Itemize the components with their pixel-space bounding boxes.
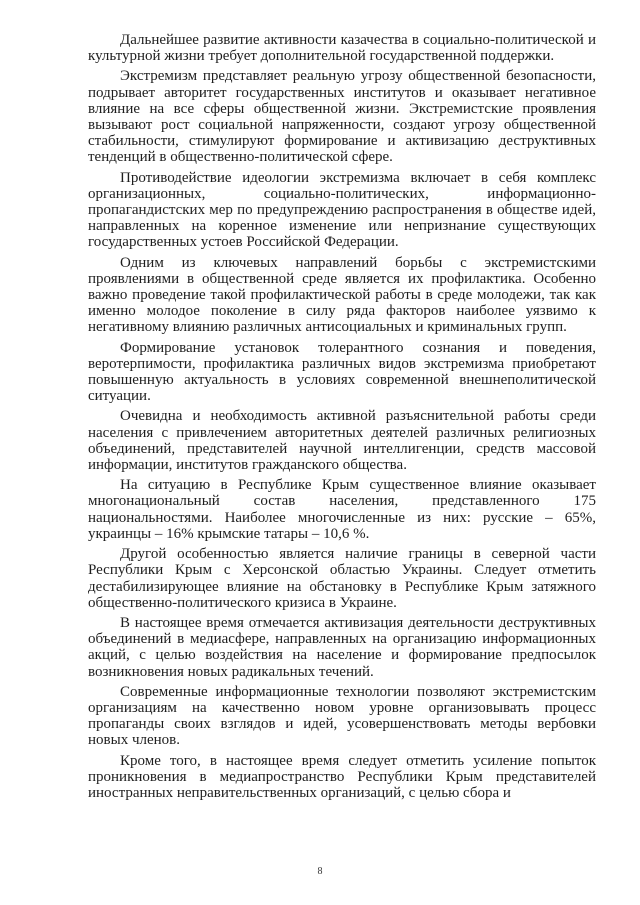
- paragraph-foreign-ngo: Кроме того, в настоящее время следует отметить усиление попыток проникновения в медиапространство Республики Крым представителей иностранных неправительственных организаций, с целью сбора и: [88, 752, 596, 801]
- paragraph-population: На ситуацию в Республике Крым существенное влияние оказывает многонациональный состав населения, представленного 175 национальностями. Наиболее многочисленные из них: русские – 65%, украинцы – 16% крымские татары – 10,6 %.: [88, 477, 596, 542]
- paragraph-counteraction: Противодействие идеологии экстремизма включает в себя комплекс организационных, социально-политических, информационно-пропагандистских мер по предупреждению распространения в обществе идей, направленных на коренное изменение или непризнание существующих государственных устоев Российской Федерации.: [88, 169, 596, 251]
- body-text: [88, 32, 596, 801]
- paragraph-explanatory-work: Очевидна и необходимость активной разъяснительной работы среди населения с привлечением авторитетных деятелей различных религиозных объединений, представителей научной интеллигенции, средств массовой информации, институтов гражданского общества.: [88, 408, 596, 474]
- paragraph-border: Другой особенностью является наличие границы в северной части Республики Крым с Херсонской областью Украины. Следует отметить дестабилизирующее влияние на обстановку в Республике Крым затяжного общественно-политического кризиса в Украине.: [88, 546, 596, 611]
- paragraph-technologies: Современные информационные технологии позволяют экстремистским организациям на качественно новом уровне организовывать процесс пропаганды своих взглядов и идей, усовершенствовать методы вербовки новых членов.: [88, 683, 596, 749]
- paragraph-media-activity: В настоящее время отмечается активизация деятельности деструктивных объединений в медиасфере, направленных на организацию информационных акций, с целью воздействия на население и формирование предпосылок возникновения новых радикальных течений.: [88, 614, 596, 680]
- paragraph-prevention: Одним из ключевых направлений борьбы с экстремистскими проявлениями в общественной среде является их профилактика. Особенно важно проведение такой профилактической работы в среде молодежи, так как именно молодое поколение в силу ряда факторов наиболее уязвимо к негативному влиянию различных антисоциальных и криминальных групп.: [88, 254, 596, 336]
- paragraph-extremism-threat: Экстремизм представляет реальную угрозу общественной безопасности, подрывает авторитет государственных институтов и оказывает негативное влияние на все сферы общественной жизни. Экстремистские проявления вызывают рост социальной напряженности, создают угрозу общественной стабильности, стимулируют формирование и активизацию деструктивных тенденций в общественно-политической сфере.: [88, 68, 596, 166]
- paragraph-tolerance: Формирование установок толерантного сознания и поведения, веротерпимости, профилактика различных видов экстремизма приобретают повышенную актуальность в условиях современной внешнеполитической ситуации.: [88, 339, 596, 405]
- paragraph-cossack-support: Дальнейшее развитие активности казачества в социально-политической и культурной жизни требует дополнительной государственной поддержки.: [88, 32, 596, 65]
- page-number: 8: [317, 866, 323, 877]
